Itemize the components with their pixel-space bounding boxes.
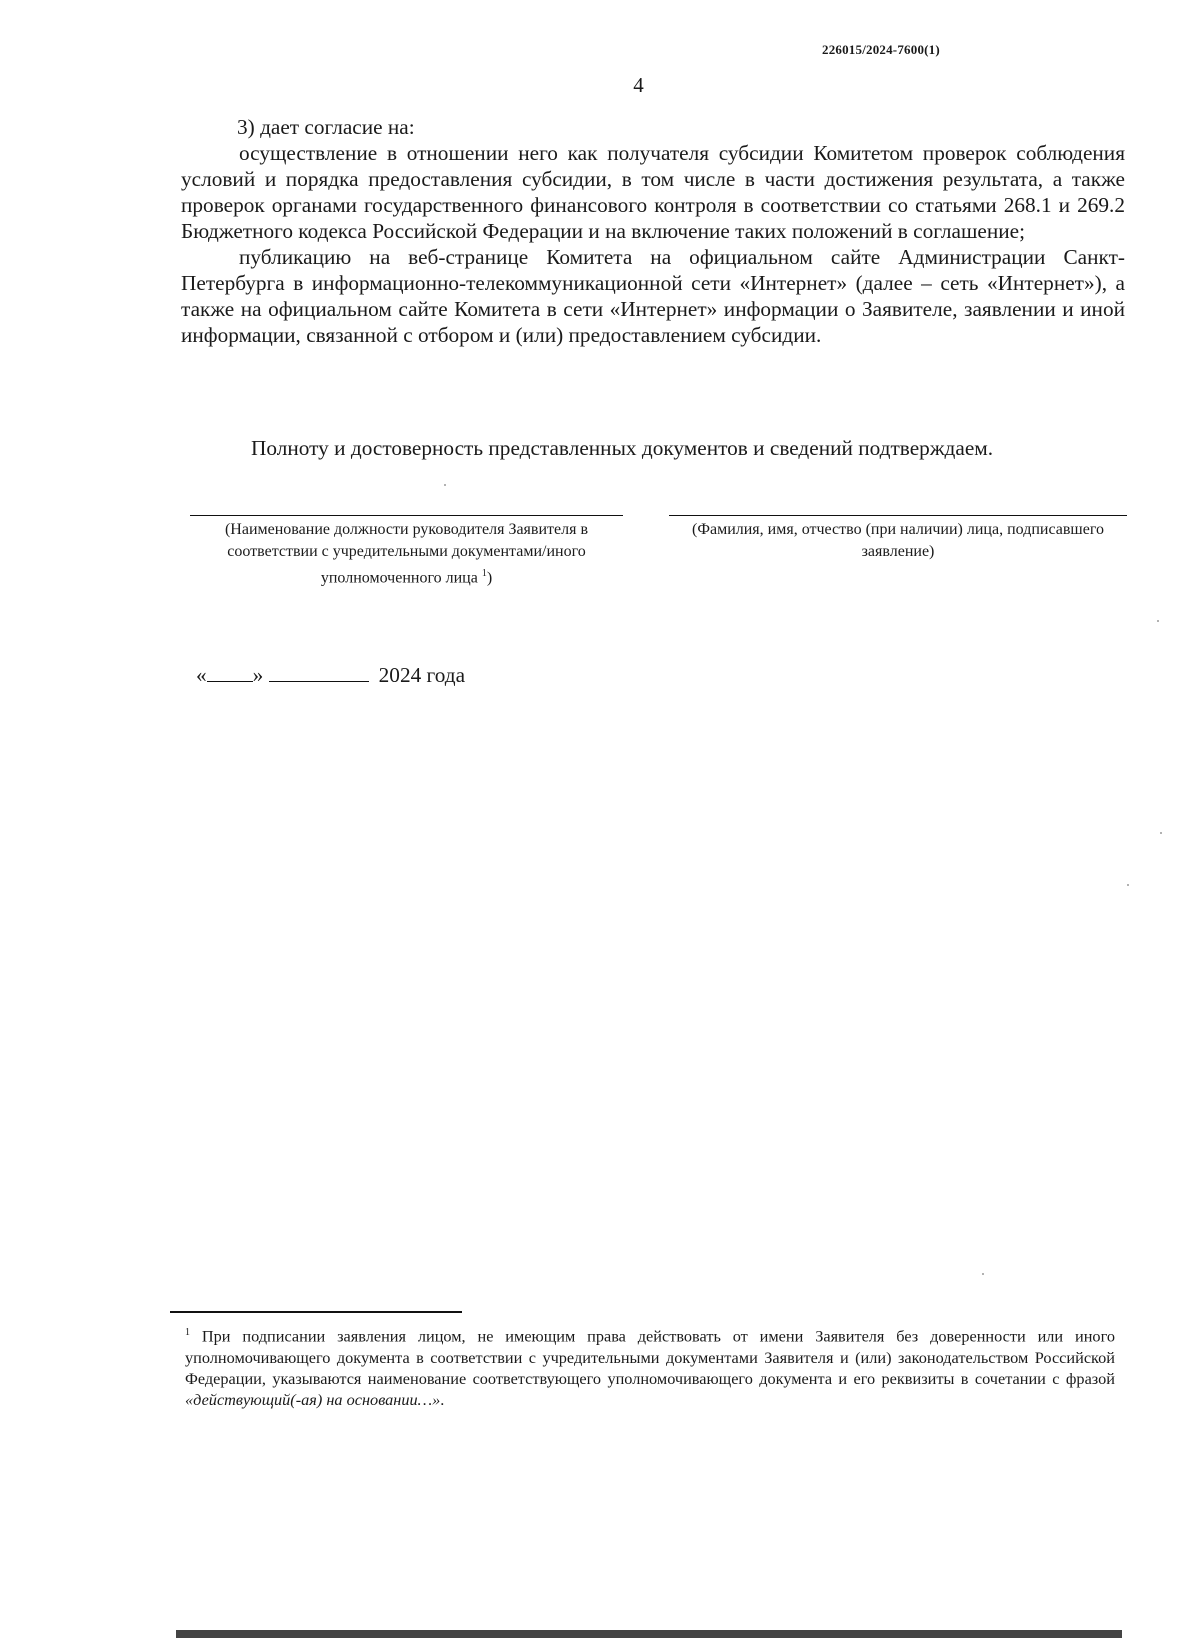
footnote-reference-mark: 1 [481,568,487,579]
day-blank [207,663,253,682]
body-text [181,114,1125,348]
document-id: 226015/2024-7600(1) [822,42,940,57]
footnote-end: . [440,1390,445,1410]
footnote-divider [170,1311,462,1313]
scan-speck [1157,620,1159,622]
consent-paragraph-publication: публикацию на веб-странице Комитета на официальном сайте Администрации Санкт-Петербурга в информационно-телекоммуникационной сети «Интернет» (далее – сеть «Интернет»), а также на официальном сайте Комитета в сети «Интернет» информации о Заявителе, заявлении и иной информации, связанной с отбором и (или) предоставлением субсидии. [181,245,1125,347]
consent-item-heading: 3) дает согласие на: [237,115,415,139]
position-caption-end: ) [486,569,493,587]
date-open-quote: « [196,663,207,687]
scan-edge-shadow [176,1630,1122,1638]
date-line [196,663,465,688]
scan-speck [1127,884,1129,886]
page-number: 4 [633,73,644,97]
footnote-mark: 1 [185,1327,190,1338]
footnote [185,1322,1115,1411]
confirmation-statement: Полноту и достоверность представленных документов и сведений подтверждаем. [251,436,994,460]
position-caption-text: (Наименование должности руководителя Заявителя в соответствии с учредительными документами/иного уполномоченного лица [224,521,589,587]
name-caption: (Фамилия, имя, отчество (при наличии) лица, подписавшего заявление) [692,521,1104,560]
name-signature-line [669,515,1127,516]
date-close-quote: » [252,663,264,687]
position-signature-line [190,515,623,516]
month-blank [269,663,369,682]
footnote-italic-phrase: «действующий(-ая) на основании…» [185,1390,441,1410]
position-caption [190,519,623,589]
consent-paragraph-inspections: осуществление в отношении него как получателя субсидии Комитетом проверок соблюдения условий и порядка предоставления субсидии, в том числе в части достижения результата, а также проверок органами государственного финансового контроля в соответствии со статьями 268.1 и 269.2 Бюджетного кодекса Российской Федерации и на включение таких положений в соглашение; [181,141,1125,243]
scan-speck [982,1273,984,1275]
scan-speck [1160,832,1162,834]
scan-speck [444,484,446,486]
footnote-text: При подписании заявления лицом, не имеющим права действовать от имени Заявителя без доверенности или иного уполномочивающего документа в соответствии с учредительными документами Заявителя и (или) законодательством Российской Федерации, указываются наименование соответствующего уполномочивающего документа и его реквизиты в сочетании с фразой [185,1326,1115,1389]
date-year: 2024 года [378,663,466,687]
